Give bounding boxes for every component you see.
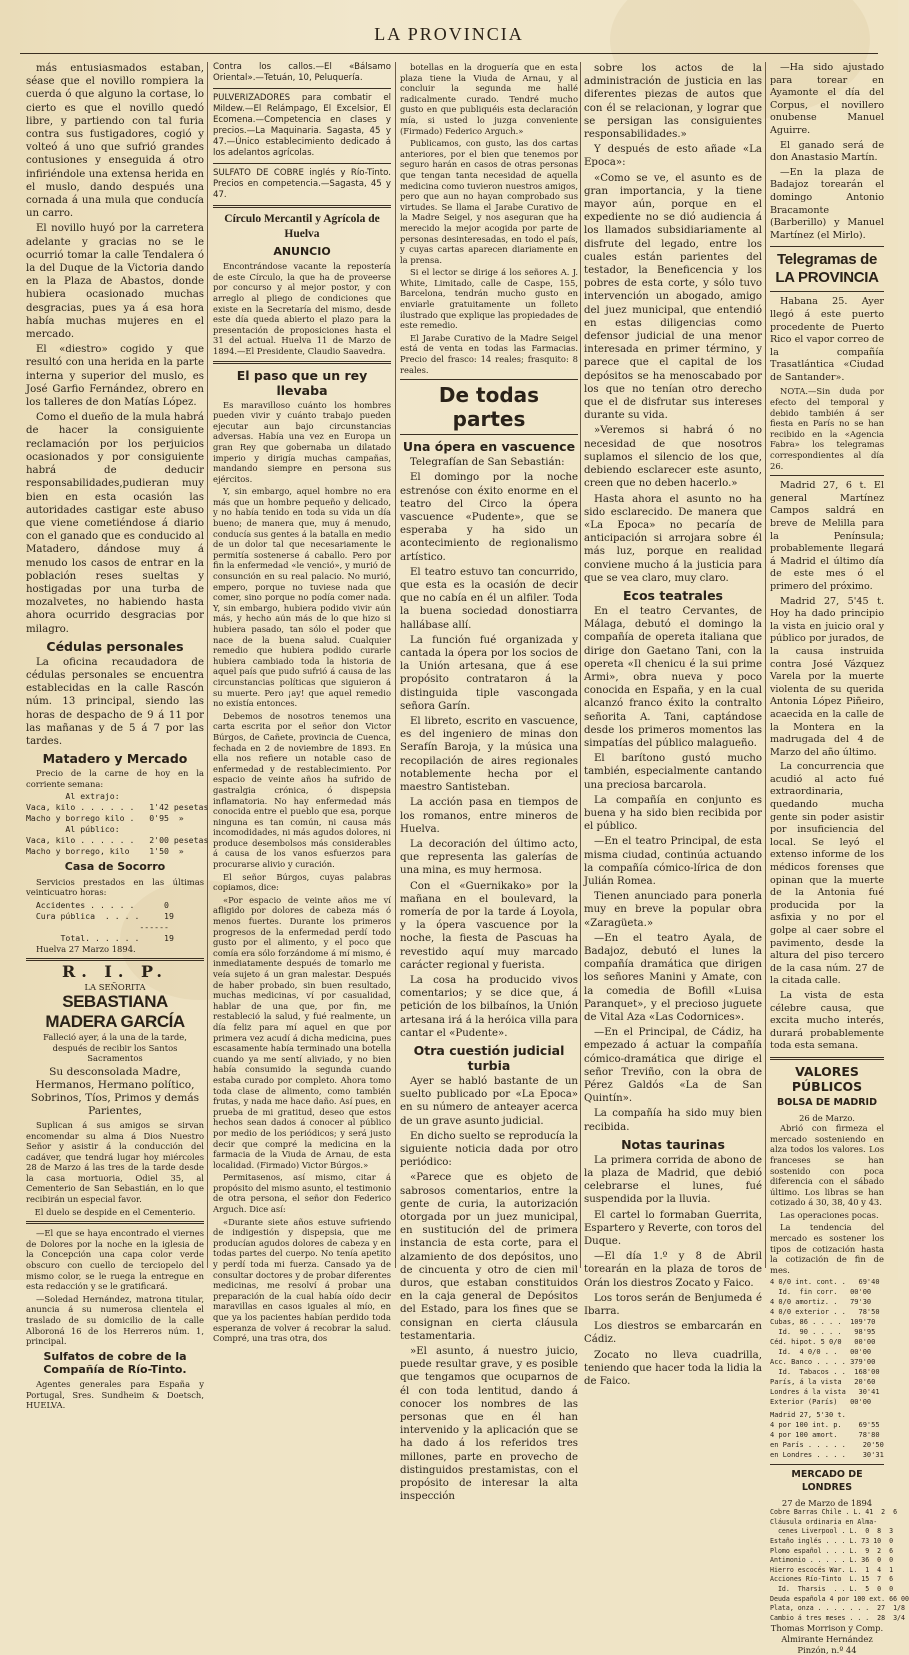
obituary-fallecio: Falleció ayer, á la una de la tarde, después de recibir los Santos Sacramentos <box>43 1032 187 1064</box>
opera-text: Con el «Guernikako» por la mañana en el boulevard, la romería de por la tarde á Loyola, y la ópera vascuence por la noche, la fiesta de Pascuas ha revestido aquí muy marcado carácter regional y fuerista. <box>400 880 578 971</box>
socorro-text: Servicios prestados en las últimas veinticuatro horas: <box>26 876 204 898</box>
ad-callos: Contra los callos.—El «Bálsamo Oriental».—Tetuán, 10, Peluquería. <box>213 62 391 83</box>
jarabe-text: El Jarabe Curativo de la Madre Seigel está de venta en todas las Farmacias. Precio del frasco: 14 reales; frasquito: 8 reales. <box>400 332 578 375</box>
column-3 <box>400 62 578 1503</box>
rey-heading: El paso que un rey llevaba <box>236 367 368 398</box>
bull-story-text: El «diestro» cogido y que resultó con una herida en la parte interna y superior del muslo, es José Garfio Fernández, obrero en los talleres de don Matías López. <box>26 344 204 409</box>
dateline: Huelva 27 Marzo 1894. <box>36 943 136 954</box>
jarabe-text: Si el lector se dirige á los señores A. J. White, Limitado, calle de Caspe, 155, Barcelona, tendrán mucho gusto en enviarle gratuitamente un folleto ilustrado que explique las propiedades de este remedio. <box>400 267 578 331</box>
matadero-text: Precio de la carne de hoy en la corriente semana: <box>26 768 204 789</box>
ad-sulfato-cobre: SULFATO DE COBRE inglés y Río-Tinto. Precios en competencia.—Sagasta, 45 y 47. <box>213 168 391 200</box>
obituary-suplican: Suplican á sus amigos se sirvan encomendar su alma á Dios Nuestro Señor y asistir á la conducción del cadáver, que tendrá lugar hoy miércoles 28 de Marzo á las tres de la tarde desde la casa mortuoria, Odiel 35, al Cementerio de San Sebastián, en lo que recibirán un especial favor. <box>26 1119 204 1205</box>
column-5 <box>770 62 909 1655</box>
ecos-text: En el teatro Cervantes, de Málaga, debutó el domingo la compañía de opereta italiana que dirige don Gaetano Tani, con la opereta «Il chenicu é la sui prime Armi», obra nueva y poco conocida en España, y en la cual alcanzó franco éxito la contralto señorita A. Tani, captándose desde los primeros momentos las simpatías del público malagueño. <box>584 605 762 749</box>
bolsa-text: Abrió con firmeza el mercado sosteniendo en alza todos los valores. Los franceses se han sostenido con poca diferencia con el sábado último. Los libras se han cotizado á 30, 38, 40 y 43. <box>770 1123 884 1208</box>
valores-heading: VALORES PÚBLICOS <box>791 1063 863 1094</box>
socorro-table: Accidentes . . . . . 0 Cura pública . . . . 19 ------ Total. . . . . . 19 <box>35 899 174 943</box>
rey-text: Debemos de nosotros tenemos una carta escrita por el señor don Victor Búrgos, de Cañete, provincia de Cuenca, fechada en 2 de noviembre de 1893. En ella nos refiere un notable caso de enfermedad y de restablecimiento. Por espacio de veinte años ha sufrido de gastralgia crónica, ó dispepsia inflamatoria. No hay enfermedad más conocida entre el pueblo que esa, porque ninguna es tan común, ni causa más incomodidades, ni más agudos dolores, ni produce desembolsos más considerables á causa de los vanos esfuerzos para procurarse alivio y curación. <box>213 710 391 870</box>
column-4 <box>584 62 762 1388</box>
taurinas-text: —En la plaza de Badajoz torearán el domingo Antonio Bracamonte (Barberillo) y Manuel Martínez (el Mirlo). <box>770 166 884 241</box>
cedulas-text: La oficina recaudadora de cédulas personales se encuentra establecidas en la calle Rascón núm. 13 principal, siendo las horas de despacho de 9 á 11 por las mañanas y de 5 á 7 por las tardes. <box>26 656 204 747</box>
meat-price-table: Al extrajo: Vaca, kilo . . . . . . 1'42 pesetas Macho y borrego kilo . 0'95 » Al público: Vaca, kilo . . . . . . 2'00 pesetas Macho y borrego, kilo 1'50 » <box>26 791 209 857</box>
anuncio-text: Encontrándose vacante la repostería de este Círculo, la que ha de proveerse por concurso y al mejor postor, y con arreglo al pliego de condiciones que existe en la Secretaría del mismo, desde este día queda abierto el plazo para la presentación de proposiciones hasta el 31 del actual. Huelva 11 de Marzo de 1894.—El Presidente, Claudio Saavedra. <box>213 261 391 356</box>
taurinas-text: Los toros serán de Benjumeda é Ibarra. <box>584 1292 762 1318</box>
taurinas-text: —El día 1.º y 8 de Abril torearán en la plaza de toros de Orán los diestros Zocato y Faico. <box>584 1251 762 1289</box>
rey-text: Y, sin embargo, aquel hombre no era más que un hombre pequeño y delicado, y no había tenido en toda su vida un día bueno; de manera que, muy á menudo, conducía sus gentes á la batalla en medio de un dolor tal que necesariamente le permitía sostenerse á caballo. Pero por fin la enfermedad «le venció», y murió de consunción en su real palacio. No murió, empero, porque no tuviese nada que comer, sino porque no podía comer nada. Y, sin embargo, hubiera podido vivir aún más, y hecho aún más de lo que hizo si hubiera pasado, tan sólo el poder que nace de la buena salud. Cualquier remedio que hubiera podido curarle hubiera cambiado toda la historia de aquel país que pudo sufrió á causa de las circunstancias políticas que siguieron á su muerte. Pero ¡ay! que aquel remedio no existía entonces. <box>213 486 391 709</box>
rey-text: «Por espacio de veinte años me ví afligido por dolores de cabeza más ó menos fuertes. Durante los primeros progresos de la enfermedad perdí todo gusto por el alimento, y el poco que comía era sólo forzándome á mí mismo, é inmediatamente después de tomarlo me veía sujeto á un gran malestar. Después de haber probado, sin buen resultado, muchas medicinas, ví por casualidad, hablar de una que, por fin, me restableció la salud, y fué realmente, un día feliz para mí aquel en que por primera vez acudí á dicha medicina, pues escasamente había terminado una botella cuando ya me sentí aliviado, y no bien había consumido la segunda cuando estaba curado por completo. Ahora tomo toda clase de alimento, como también frutas, y nada me hace daño. Así pues, en prueba de mi gratitud, deseo que estos hechos sean dados á conocer al público por medio de los periódicos; y será justo decir que compré la medicina en la farmacia de la Viuda de Arnau, de esta localidad. (Firmado) Victor Búrgos.» <box>213 894 391 1170</box>
ecos-heading: Ecos teatrales <box>623 587 723 603</box>
telegram-text: La vista de esta célebre causa, que excita mucho interés, durará probablemente toda esta semana. <box>770 989 884 1052</box>
judicial-text: Y después de esto añade «La Epoca»: <box>584 144 762 169</box>
taurinas-heading: Notas taurinas <box>621 1136 725 1152</box>
ecos-text: Tienen anunciado para ponerla muy en breve la popular obra «Zaragüeta.» <box>584 891 762 929</box>
obituary-name: SEBASTIANA MADERA GARCÍA <box>45 992 185 1032</box>
section-heading-cedulas: Cédulas personales <box>46 638 184 654</box>
bolsa-heading: BOLSA DE MADRID <box>777 1096 877 1108</box>
bolsa-date: 26 de Marzo. <box>799 1112 855 1123</box>
madrid-table: Madrid 27, 5'30 t. 4 por 100 int. p. 69'55 4 por 100 amort. 78'80 en París . . . . . 20'50 en Londres . . . . 30'31 <box>770 1411 884 1460</box>
mercado-londres-heading: MERCADO DE LONDRES <box>791 1469 863 1494</box>
ad-pulverizadores: PULVERIZADORES para combatir el Mildew.—El Relámpago, El Excelsior, El Ecomena.—Competencia en clases y precios.—La Maquinaria. Sagasta, 45 y 47.—Único establecimiento dedicado á los adelantos agrícolas. <box>213 93 391 158</box>
jarabe-text: Publicamos, con gusto, las dos cartas anteriores, por el bien que tenemos por seguro harán en casos de otras personas que tengan tanta necesidad de aquella medicina como tuvieron nuestros amigos, pero que aun no hayan comprobado sus virtudes. Se llama el Jarabe Curativo de la Madre Seigel, y nos aseguran que ha merecido la mejor acogida por parte de personas desinteresadas, en todo el país, y cuyas cartas aparecen diariamente en la prensa. <box>400 138 578 265</box>
taurinas-text: El cartel lo formaban Guerrita, Espartero y Reverte, con toros del Duque. <box>584 1209 762 1248</box>
rey-text: El señor Búrgos, cuyas palabras copiamos, dice: <box>213 871 391 893</box>
opera-text: La cosa ha producido vivos comentarios; y se dice que, á petición de los bilbaínos, la Unión artesana irá á la heróica villa para cantar el «Pudente». <box>400 974 578 1039</box>
opera-text: El libreto, escrito en vascuence, es del ingeniero de minas don Serafín Baroja, y la música una recopilación de aires regionales notablemente hecha por el maestro Santisteban. <box>400 716 578 794</box>
telegram-text: Habana 25. Ayer llegó á este puerto procedente de Puerto Rico el vapor correo de la compañía Trasatlántica «Ciudad de Santander». <box>770 296 884 383</box>
rey-text: «Durante siete años estuve sufriendo de indigestión y dispepsia, que me producían agudos dolores de cabeza y en todas partes del cuerpo. No tenía apetito y perdí toda mi fuerza. Cansado ya de consultar doctores y de probar diferentes medicinas, me resolví á probar una preparación de la cual había oído decir maravillas en casos iguales al mío, en que ya los pacientes habían perdido toda esperanza de volver á recobrar la salud. Compré, una tras otra, dos <box>213 1216 391 1344</box>
obituary-duelo: El duelo se despide en el Cementerio. <box>34 1206 196 1217</box>
judicial-text: Ayer se habló bastante de un suelto publicado por «La Epoca» en su número de anteayer acerca de un grave asunto judicial. <box>400 1075 578 1127</box>
obituary-family: Su desconsolada Madre, Hermanos, Hermano político, Sobrinos, Tíos, Primos y demás Parientes, <box>30 1065 200 1117</box>
opera-text: La función fué organizada y cantada la ópera por los socios de la Unión artesana, que á ese propósito contrataron á la distinguida tiple vascongada señora Garín. <box>400 634 578 712</box>
bolsa-text: La tendencia del mercado es sostener los tipos de cotización hasta la cotización de fin de mes. <box>770 1222 884 1275</box>
newspaper-title: LA PROVINCIA <box>374 24 524 44</box>
judicial-text: sobre los actos de la administración de justicia en las diferentes piezas de autos que con él se relacionan, y lograr que se persigan las consiguientes responsabilidades.» <box>584 63 762 141</box>
ecos-text: —En el teatro Ayala, de Badajoz, debutó el lunes la compañía dramática que dirigen los señores Manini y Amate, con la comedia de Bofill «Luisa Paranquet», y el precioso juguete de Vital Aza «Las Codornices». <box>584 932 762 1024</box>
taurinas-text: Los diestros se embarcarán en Cádiz. <box>584 1321 762 1346</box>
judicial-text: Hasta ahora el asunto no ha sido esclarecido. De manera que «La Epoca» no pecaría de anticipación si arrojara sobre él más luz, porque en realidad conviene mucho á la justicia para que se vea claro, muy claro. <box>584 493 762 584</box>
opera-heading: Una ópera en vascuence <box>402 439 576 455</box>
ad-sulfatos-text: Agentes generales para España y Portugal, Sres. Sundheim & Doetsch, HUELVA. <box>26 1379 204 1411</box>
masthead <box>20 24 878 54</box>
obituary-senorita: LA SEÑORITA <box>84 981 146 992</box>
telegramas-heading: Telegramas de LA PROVINCIA <box>770 246 884 292</box>
column-2 <box>213 62 391 1344</box>
ecos-text: La compañía ha sido muy bien recibida. <box>584 1108 762 1133</box>
ecos-text: —En el Principal, de Cádiz, ha empezado á actuar la compañía cómico-dramática que dirige el señor Treviño, con la obra de Pérez Galdós «La de San Quintín». <box>584 1027 762 1105</box>
opera-text: La acción pasa en tiempos de los romanos, entre mineros de Huelva. <box>400 797 578 835</box>
ecos-text: El barítono gustó mucho también, especialmente cantando una preciosa barcarola. <box>584 753 762 791</box>
judicial-text: »El asunto, á nuestro juicio, puede resultar grave, y es posible que tengamos que ocuparnos de él con toda lentitud, dando á conocer los nombres de las personas que en él han intervenido y la aplicación que se ha dado á los referidos tres millones, parte en provecho de distinguidos prestamistas, con el propósito de interesar la alta inspección <box>400 1346 578 1503</box>
taurinas-text: —Ha sido ajustado para torear en Ayamonte el día del Corpus, el novillero onubense Manuel Aguirre. <box>770 62 884 136</box>
opera-text: La decoración del último acto, que representa las galerías de una mina, es muy hermosa. <box>400 838 578 877</box>
judicial-heading: Otra cuestión judicial turbia <box>413 1042 565 1073</box>
judicial-text: «Como se ve, el asunto es de gran importancia, y la tiene mayor aún, porque en el expediente no se dió audiencia á los llamados subsidiariamente al disfrute del legado, entre los cuales están parientes del testador, la Beneficencia y los pobres de esta corte, y sólo tuvo intervención un abogado, amigo del juez municipal, que entendió en estas diligencias como defensor judicial de una menor interesada en primer término, y parece que el capital de los depósitos se ha menoscabado por los que no tenían otro derecho que el de disfrutar sus intereses durante su vida. <box>584 172 762 422</box>
rey-text: Permitasenos, así mismo, citar á propósito del mismo asunto, el testimonio de otra persona, el señor don Federico Arguch. Dice así: <box>213 1172 391 1215</box>
rey-text: Es maravilloso cuánto los hombres pueden vivir y cuánto trabajo pueden ejecutar aun bajo circunstancias adversas. Había una vez en Europa un gran Rey que gobernaba un dilatado imperio y dirigía muchas campañas, mandando siempre en persona sus ejércitos. <box>213 399 391 484</box>
judicial-text: «Parece que es objeto de sabrosos comentarios, entre la gente de curia, la autorización otorgada por un juez municipal, en sustitución del de primera instancia de esta corte, para el alzamiento de dos depósitos, uno de cincuenta y otro de cien mil duros, que estaban constituidos en la caja general de Depósitos del Estado, para los fines que se consignan en cierta cláusula testamentaria. <box>400 1172 578 1342</box>
opera-text: Telegrafían de San Sebastián: <box>410 457 565 469</box>
judicial-text: En dicho suelto se reproducía la siguiente noticia dada por otro periódico: <box>400 1130 578 1169</box>
bull-story-text: El novillo huyó por la carretera adelante y gracias no se le ocurrió tomar la calle Tendalera ó la del Duque de la Victoria dando en la Plaza de Abastos, donde hubiera ocasionado muchas desgracias, pues ya á esa hora había muchas mujeres en el mercado. <box>26 223 204 341</box>
column-1 <box>26 62 209 1411</box>
rip-heading: R. I. P. <box>61 962 168 982</box>
bull-story-text: más entusiasmados estaban, séase que el novillo rompiera la cuerda ó que alguno la cortase, lo cierto es que el novillo quedó libre, y partiendo con tal furia contra sus fustigadores, cogió y volteó á uno que sufrió grandes contusiones y enseguida á otro infiriéndole una extensa herida en el muslo, dando después una cornada á una mula que conducía un carro. <box>26 63 204 220</box>
circulo-heading: Círculo Mercantil y Agrícola de Huelva <box>224 213 380 240</box>
judicial-text: »Veremos si habrá ó no necesidad de que nosotros suplamos el silencio de los que, debiendo esclarecer este asunto, creen que no deben hacerlo.» <box>584 425 762 490</box>
anuncio-heading: ANUNCIO <box>273 245 331 258</box>
section-heading-socorro: Casa de Socorro <box>64 860 166 874</box>
mercado-date: 27 de Marzo de 1894 <box>781 1497 873 1508</box>
section-heading-matadero: Matadero y Mercado <box>42 751 188 767</box>
jarabe-text: botellas en la droguería que en esta plaza tiene la Viuda de Arnau, y al concluir la segunda me hallé radicalmente curado. Tendré mucho gusto en que publiquéis esta declaración mía, si usted lo juzga conveniente (Firmado) Federico Arguch.» <box>400 62 578 136</box>
opera-text: El teatro estuvo tan concurrido, que esta es la ocasión de decir que no cabía en él un alfiler. Toda la buena sociedad donostiarra hallábase allí. <box>400 566 578 631</box>
notice-lost-cape: —El que se haya encontrado el viernes de Dolores por la noche en la iglesia de la Concepción una capa color verde obscuro con cuello de terciopelo del mismo color, se le ruega la entregue en esta redacción y se le gratificará. <box>26 1228 204 1292</box>
telegram-text: Madrid 27, 5'45 t. Hoy ha dado principio la vista en juicio oral y público por jurados, de la causa instruida contra José Vázquez Varela por la muerte violenta de su querida Antonia López Piñeiro, acaecida en la calle de la Montera en la madrugada del 4 de Marzo del año último. <box>770 595 884 758</box>
telegram-text: La concurrencia que acudió al acto fué extraordinaria, quedando mucha gente sin poder asistir por insuficiencia del local. Se leyó el extenso informe de los médicos forenses que opinan que la muerte de la Antonia fué producida por la asfixia y no por el golpe al caer sobre el pavimento, desde la altura del piso tercero de la casa núm. 27 de la citada calle. <box>770 761 884 987</box>
bolsa-text: Las operaciones pocas. <box>780 1209 879 1220</box>
ecos-text: La compañía en conjunto es buena y ha sido bien recibida por el público. <box>584 794 762 833</box>
taurinas-text: La primera corrida de abono de la plaza de Madrid, que debió celebrarse el lunes, fué suspendida por la lluvia. <box>584 1154 762 1206</box>
ecos-text: —En el teatro Principal, de esta misma ciudad, continúa actuando la compañía cómico-lírica de don Julián Romea. <box>584 836 762 887</box>
opera-text: El domingo por la noche estrenóse con éxito enorme en el teatro del Circo la ópera vascuence «Pudente», que se esperaba y ha sido un acontecimiento de regionalismo artístico. <box>400 472 578 563</box>
firm-name: Thomas Morrison y Comp. <box>770 1623 884 1634</box>
firm-address: Almirante Hernández Pinzón, n.º 44 <box>781 1633 873 1655</box>
bolsa-table: 4 0/0 int. cont. . 69'40 Id. fin corr. 00'00 4 0/0 amortiz. . 79'30 4 0/0 exterior . . 78'50 Cubas, 86 . . . . 109'70 Id. 90 . . . . 98'95 Céd. hipot. 5 0/0 00'00 Id. 4 0/0 . . 00'00 Acc. Banco . . . . 379'00 Id. Tabacos . . 168'00 París, á la vista 20'60 Londres á la vista 30'41 Exterior (París) 00'00 <box>770 1278 880 1407</box>
mercado-table: Cobre Barras Chile . L. 41 2 6 Cláusula ordinaria en Alma- cenes Liverpool . L. 0 8 3 Estaño inglés . . . L. 73 10 0 Plomo español . . . L. 9 2 6 Antimonio . . . . . L. 36 0 0 Hierro escocés War. L. 1 4 1 Acciones Río-Tinto L. 15 7 6 Id. Tharsis . . L. 5 0 0 Deuda española 4 por 100 ext. 66 00 Plata, onza . . . . . . . 27 1/8 Cambio á tres meses . . . 28 3/4 <box>770 1508 909 1622</box>
telegram-note: NOTA.—Sin duda por efecto del temporal y debido también á ser fiesta en París no se han recibido en la «Agencia Fabra» los telegramas correspondientes al día 26. <box>770 386 884 471</box>
taurinas-text: Zocato no lleva cuadrilla, teniendo que hacer toda la lidia la de Faico. <box>584 1349 762 1388</box>
ad-heading-sulfatos: Sulfatos de cobre de la Compañía de Río-Tinto. <box>43 1349 187 1376</box>
bull-story-text: Como el dueño de la mula habrá de hacer la consiguiente reclamación por los perjuicios ocasionados y por consiguiente habrá de deducir responsabilidades,pudieran muy bien en esta ocasión las autoridades castigar este abuso que viene cometiéndose á diario con el ganado que es conducido al Matadero, dándose muy á menudo los casos de entrar en la población reses sueltas y hostigadas por una turba de mozalvetes, no habiendo hasta ahora ocurrido desgracias por milagro. <box>26 412 204 635</box>
notice-matrona: —Soledad Hernández, matrona titular, anuncia á su numerosa clientela el traslado de su domicilio de la calle Alboroná 16 de los Herreros núm. 1, principal. <box>26 1293 204 1347</box>
de-todas-partes-heading: De todas partes <box>400 379 578 435</box>
taurinas-text: El ganado será de don Anastasio Martín. <box>770 139 884 164</box>
telegram-text: Madrid 27, 6 t. El general Martínez Campos saldrá en breve de Melilla para la Península; probablemente llegará á Madrid el último día de este mes ó el primero del próximo. <box>770 480 884 592</box>
